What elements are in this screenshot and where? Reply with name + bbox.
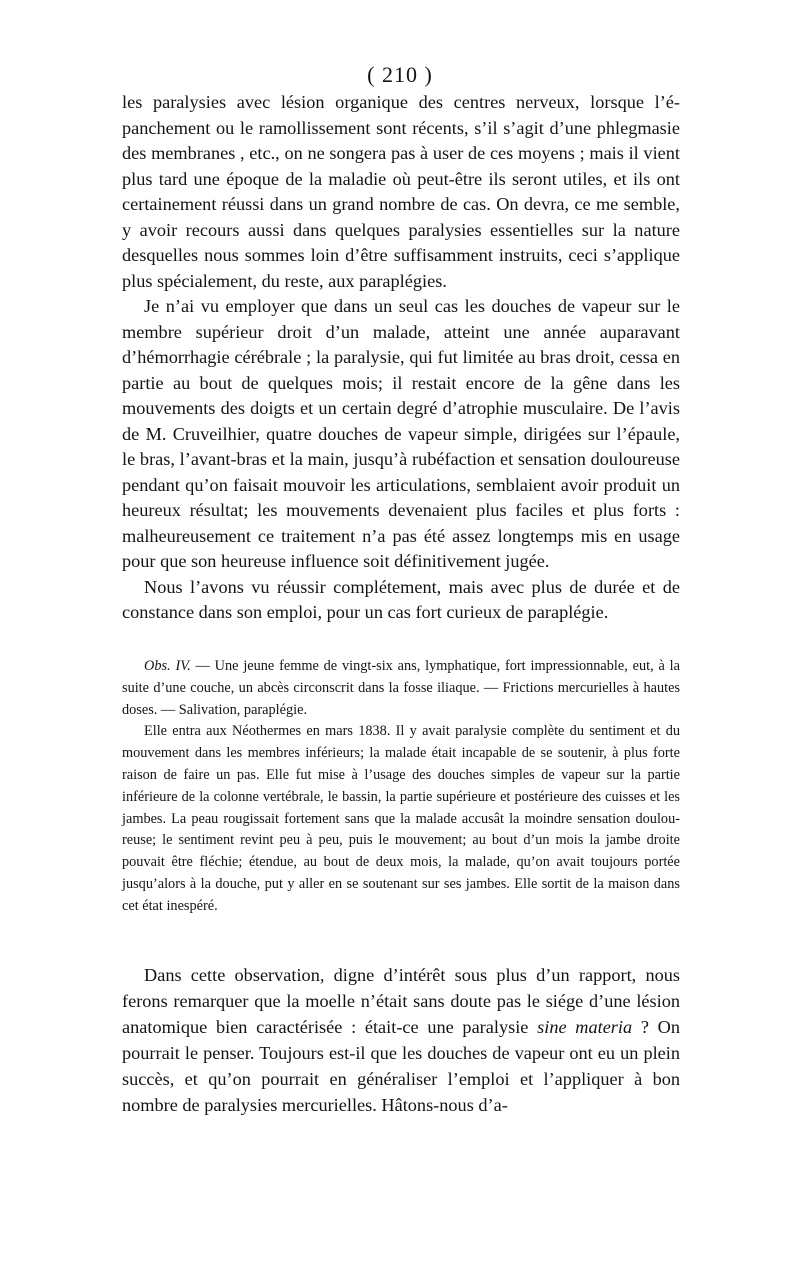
closing-text bbox=[122, 962, 680, 1118]
observation-title: Obs. IV. bbox=[144, 658, 191, 674]
main-text bbox=[122, 90, 680, 626]
observation-body: Elle entra aux Néothermes en mars 1838. Il y avait paralysie complète du sentiment et du mouvement dans les membres inférieurs; la malade était incapable de se soutenir, à plus forte raison de faire un pas. Elle fut mise à l’usage des douches simples de vapeur sur la partie inférieure de la colonne vertébrale, le bassin, la partie supérieure et postérieure des cuisses et les jambes. La peau rougissait fortement sans que la malade accusât la moindre sensation douloureuse; le sentiment revint peu à peu, puis le mouvement; au bout d’un mois la jambe droite pouvait être fléchie; étendue, au bout de deux mois, la malade, qu’on avait toujours portée jusqu’alors à la douche, put y aller en se soutenant sur ses jambes. Elle sortit de la maison dans cet état inespéré. bbox=[122, 723, 680, 914]
paragraph-1: les paralysies avec lésion organique des centres nerveux, lorsque l’épanchement ou le ramollissement sont récents, s’il s’agit d’une phlegmasie des membranes , etc., on ne songera pas à user de ces moyens ; mais il vient plus tard une époque de la maladie où peut-être ils seront utiles, et ils ont certainement réussi dans un grand nombre de cas. On devra, ce me semble, y avoir recours aussi dans quelques paralysies essentielles sur la nature desquelles nous sommes loin d’être suffisamment instruits, ceci s’applique plus spécialement, du reste, aux paraplégies. bbox=[122, 92, 680, 291]
closing-after: ? On pourrait le penser. Toujours est-il que les douches de vapeur ont eu un plein succès, et qu’on pourrait en généraliser l’emploi et l’appliquer à bon nombre de paralysies mercurielles. Hâtons-nous d’a- bbox=[122, 1017, 680, 1115]
page-number: ( 210 ) bbox=[367, 62, 433, 87]
observation-summary bbox=[122, 656, 680, 721]
closing-paragraph bbox=[122, 962, 680, 1118]
observation-block bbox=[122, 656, 680, 918]
closing-before: Dans cette observation, digne d’intérêt sous plus d’un rapport, nous ferons remarquer que la moelle n’était sans doute pas le siége d’une lésion anatomique bien caractérisée : était-ce une paralysie bbox=[122, 965, 680, 1037]
paragraph-3: Nous l’avons vu réussir complétement, mais avec plus de durée et de constance dans son emploi, pour un cas fort curieux de paraplégie. bbox=[122, 576, 680, 622]
closing-emphasis: sine materia bbox=[537, 1017, 633, 1037]
observation-summary-text: — Une jeune femme de vingt-six ans, lymphatique, fort impressionnable, eut, à la suite d’une couche, un abcès circonscrit dans la fosse iliaque. — Frictions mercurielles à hautes doses. — Salivation, paraplégie. bbox=[122, 658, 680, 718]
paragraph-2: Je n’ai vu employer que dans un seul cas les douches de vapeur sur le membre supérieur droit d’un malade, atteint une année auparavant d’hémorrhagie cérébrale ; la paralysie, qui fut limitée au bras droit, cessa en partie au bout de quelques mois; il restait encore de la gêne dans les mouvements des doigts et un certain degré d’atrophie musculaire. De l’avis de M. Cruveilhier, quatre douches de vapeur simple, dirigées sur l’épaule, le bras, l’avant-bras et la main, jusqu’à rubéfaction et sensation douloureuse pendant qu’on faisait mouvoir les articulations, semblaient avoir produit un heureux résultat; les mouvements devenaient plus faciles et plus forts : malheureusement ce traitement n’a pas été assez longtemps mis en usage pour que son heureuse influence soit définitivement jugée. bbox=[122, 296, 680, 571]
